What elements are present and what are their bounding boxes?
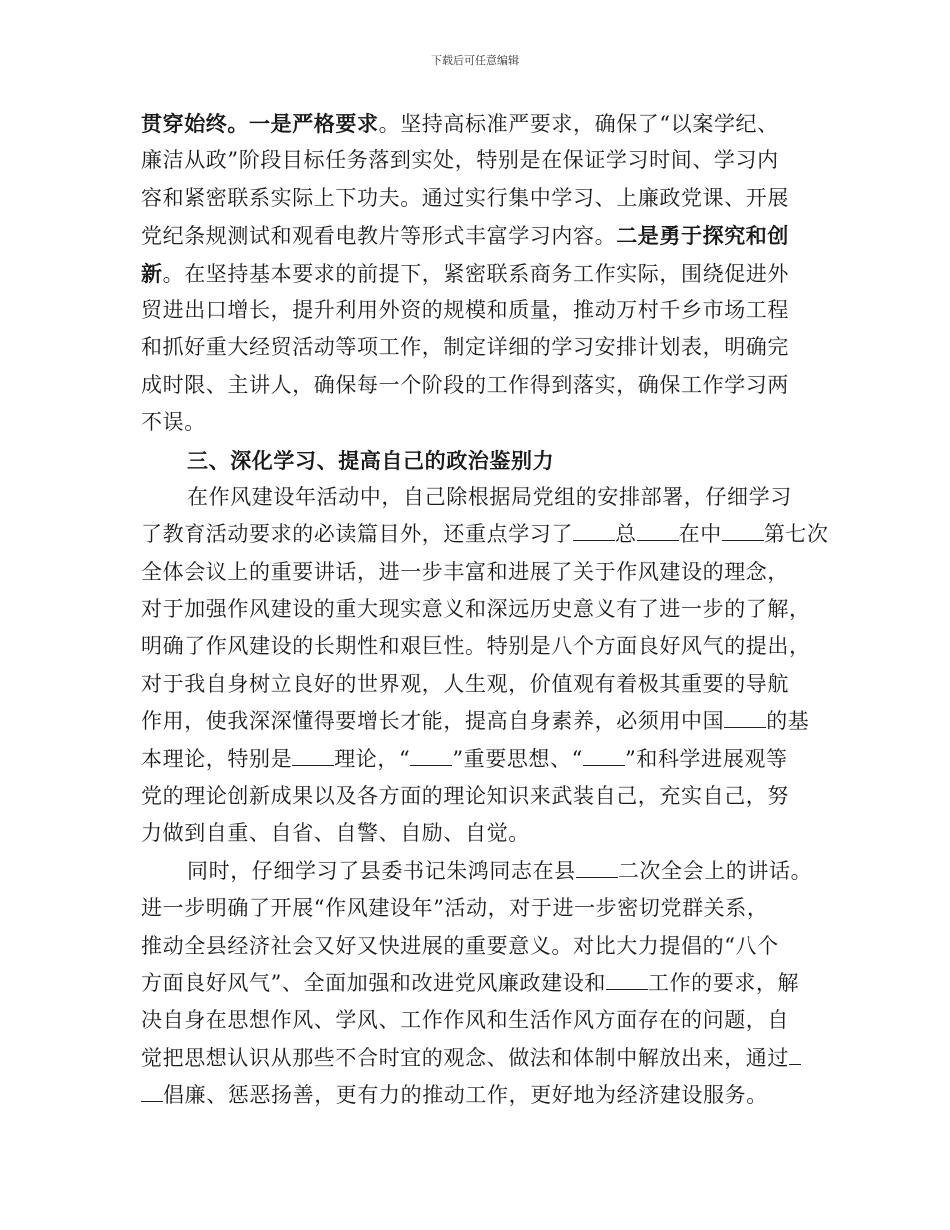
blank-underline [722,540,764,541]
body-text: 方面良好风气”、全面加强和改进党风廉政建设和 [141,970,606,995]
body-text: 了教育活动要求的必读篇目外，还重点学习了 [141,522,573,547]
paragraph-2-line-2 [141,516,829,553]
blank-underline [141,1101,163,1102]
paragraph-1-line-4 [141,217,825,254]
body-text: 第七次 [763,522,829,547]
paragraph-3-line-4 [141,965,825,1002]
blank-underline [292,765,334,766]
paragraph-1-line-8: 成时限、主讲人，确保每一个阶段的工作得到落实，确保工作学习两 [141,372,789,397]
body-text: 觉把思想认识从那些不合时宜的观念、做法和体制中解放出来，通过 [141,1045,789,1070]
body-text: 倡廉、惩恶扬善，更有力的推动工作，更好地为经济建设服务。 [163,1083,768,1108]
blank-underline [583,765,625,766]
body-text: ”和科学进展观等 [625,746,788,771]
paragraph-1-line-9: 不误。 [141,410,206,435]
body-text: 作用，使我深深懂得要增长才能，提高自身素养，必须用中国 [141,709,725,734]
body-text: 同时，仔细学习了县委书记朱鸿同志在县 [187,858,576,883]
paragraph-2-line-5: 明确了作风建设的长期性和艰巨性。特别是八个方面良好风气的提出， [141,634,811,659]
bold-text: 贯穿始终。 [141,111,249,136]
paragraph-2-line-7 [141,703,825,740]
paragraph-3-line-7 [141,1077,825,1114]
blank-underline [724,727,766,728]
body-text: 。坚持高标准严要求，确保了“以案学纪、 [378,112,779,136]
paragraph-2-line-10: 力做到自重、自省、自警、自励、自觉。 [141,821,530,846]
body-text: 二次全会上的讲话。 [617,858,813,883]
paragraph-2-line-8 [141,741,825,778]
bold-text: 新 [141,260,163,286]
paragraph-2-line-3: 全体会议上的重要讲话，进一步丰富和进展了关于作风建设的理念， [141,559,789,584]
body-text: 理论，“ [334,746,411,771]
paragraph-3-line-2: 进一步明确了开展“作风建设年”活动，对于进一步密切党群关系， [141,896,769,921]
bold-text: 一是严格要求 [249,111,379,136]
bold-text: 二是勇于探究和创 [616,223,790,249]
paragraph-1-line-5 [141,255,825,292]
body-text: 在中 [678,522,722,547]
blank-underline [789,1064,801,1065]
paragraph-2-line-4: 对于加强作风建设的重大现实意义和深远历史意义有了进一步的了解， [141,597,811,622]
blank-underline [573,540,615,541]
section-heading: 三、深化学习、提高自己的政治鉴别力 [187,447,555,473]
page-header: 下载后可任意编辑 [431,54,519,67]
paragraph-1-line-2: 廉洁从政”阶段目标任务落到实处，特别是在保证学习时间、学习内 [141,148,779,173]
paragraph-3-line-3: 推动全县经济社会又好又快进展的重要意义。对比大力提倡的“八个 [141,933,779,958]
paragraph-1-line-6: 贸进出口增长，提升利用外资的规模和质量，推动万村千乡市场工程 [141,297,789,322]
paragraph-3-line-6 [141,1040,825,1077]
blank-underline [576,877,618,878]
body-text: 。在坚持基本要求的前提下，紧密联系商务工作实际，围绕促进外 [162,261,790,286]
blank-underline [606,989,648,990]
body-text: ”重要思想、“ [452,746,584,771]
paragraph-3-line-5: 决自身在思想作风、学风、工作作风和生活作风方面存在的问题，自 [141,1008,789,1033]
blank-underline [637,540,679,541]
paragraph-2-line-1: 在作风建设年活动中，自己除根据局党组的安排部署，仔细学习 [187,484,792,509]
body-text: 的基 [766,709,810,734]
blank-underline [410,765,452,766]
paragraph-1-line-7: 和抓好重大经贸活动等项工作，制定详细的学习安排计划表，明确完 [141,335,789,360]
paragraph-1-line-1 [141,105,825,142]
paragraph-2-line-6: 对于我自身树立良好的世界观，人生观，价值观有着极其重要的导航 [141,671,789,696]
paragraph-1-line-3: 容和紧密联系实际上下功夫。通过实行集中学习、上廉政党课、开展 [141,185,789,210]
document-body [141,105,829,1115]
paragraph-2-line-9: 党的理论创新成果以及各方面的理论知识来武装自己，充实自己，努 [141,784,789,809]
body-text: 总 [615,522,637,547]
paragraph-3-line-1 [141,853,825,890]
body-text: 本理论，特别是 [141,746,293,771]
body-text: 党纪条规测试和观看电教片等形式丰富学习内容。 [141,224,617,249]
body-text: 工作的要求，解 [647,970,800,995]
